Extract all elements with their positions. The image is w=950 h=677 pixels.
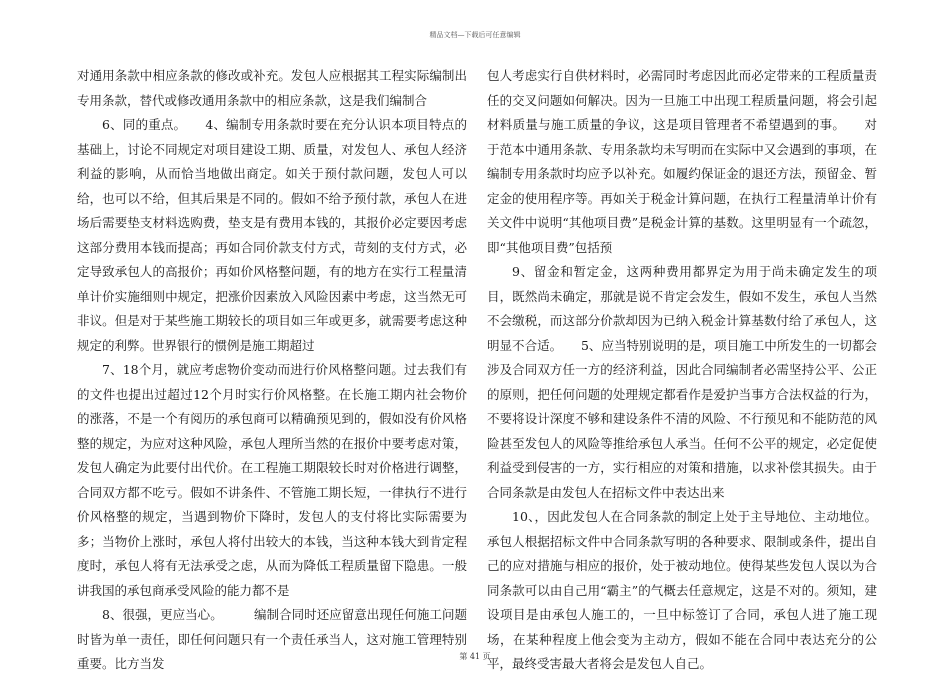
paragraph: 9、留金和暂定金，这两种费用都界定为用于尚未确定发生的项目，既然尚未确定，那就是说不肯定会发生，假如不发生，承包人当然不会缴税，而这部分价款却因为已纳入税金计算基数付给了承包人，这明显不合适。 5、应当特别说明的是，项目施工中所发生的一切都会涉及合同双方任一方的经济利益，因此合同编制者必需坚持公平、公正的原则，把任何问题的处理规定都看作是爱护当事方合法权益的行为，不要将设计深度不够和建设条件不清的风险、不行预见和不能防范的风险甚至发包人的风险等推给承包人承当。任何不公平的规定，必定促使利益受到侵害的一方，实行相应的对策和措施，以求补偿其损失。由于合同条款是由发包人在招标文件中表达出来 — [487, 264, 877, 500]
left-column — [77, 64, 467, 677]
page-number: 第 41 页 — [459, 652, 491, 661]
paragraph: 6、同的重点。 4、编制专用条款时要在充分认识本项目特点的基础上，讨论不同规定对项目建设工期、质量，对发包人、承包人经济利益的影响，从而恰当地做出商定。如关于预付款问题，发包人可以给，也可以不给，但其后果是不同的。假如不给予预付款，承包人在进场后需要垫支材料选购费，垫支是有费用本钱的，其报价必定要因考虑这部分费用本钱而提高；再如合同价款支付方式，苛刻的支付方式，必定导致承包人的高报价；再如价风格整问题，有的地方在实行工程量清单计价实施细则中规定，把涨价因素放入风险因素中考虑，这当然无可非议。但是对于某些施工期较长的项目如三年或更多，就需要考虑这种规定的利弊。世界银行的惯例是施工期超过 — [77, 117, 467, 353]
right-column — [487, 64, 877, 677]
paragraph: 8、很强，更应当心。 编制合同时还应留意出现任何施工问题时皆为单一责任，即任何问题只有一个责任承当人，这对施工管理特别重要。比方当发 — [77, 607, 467, 671]
paragraph: 对通用条款中相应条款的修改或补充。发包人应根据其工程实际编制出专用条款，替代或修改通用条款中的相应条款，这是我们编制合 — [77, 68, 467, 108]
paragraph: 7、18个月，就应考虑物价变动而进行价风格整问题。过去我们有的文件也提出过超过12个月时实行价风格整。在长施工期内社会物价的涨落，不是一个有阅历的承包商可以精确预见到的，假如没有价风格整的规定，为应对这种风险，承包人理所当然的在报价中要考虑对策，发包人确定为此要付出代价。在工程施工期限较长时对价格进行调整，合同双方都不吃亏。假如不讲条件、不管施工期长短，一律执行不进行价风格整的规定，当遇到物价下降时，发包人的支付将比实际需要为多；当物价上涨时，承包人将付出较大的本钱，当这种本钱大到肯定程度时，承包人将有无法承受之虑，从而为降低工程质量留下隐患。一般讲我国的承包商承受风险的能力都不是 — [77, 362, 467, 598]
paragraph: 包人考虑实行自供材料时，必需同时考虑因此而必定带来的工程质量责任的交叉问题如何解决。因为一旦施工中出现工程质量问题，将会引起材料质量与施工质量的争议，这是项目管理者不希望遇到的事。 对于范本中通用条款、专用条款均未写明而在实际中又会遇到的事项，在编制专用条款时均应予以补充。如履约保证金的退还方法，预留金、暂定金的使用程序等。再如关于税金计算问题，在执行工程量清单计价有关文件中说明“其他项目费”是税金计算的基数。这里明显有一个疏忽，即“其他项目费”包括预 — [487, 68, 877, 255]
paragraph: 10、，因此发包人在合同条款的制定上处于主导地位、主动地位。承包人根据招标文件中合同条款写明的各种要求、限制或条件，提出自己的应对措施与相应的报价，处于被动地位。使得某些发包人误以为合同条款可以由自己用“霸主”的气概去任意规定，这是不对的。须知，建设项目是由承包人施工的，一旦中标签订了合同，承包人进了施工现场，在某种程度上他会变为主动方，假如不能在合同中表达充分的公平，最终受害最大者将会是发包人自己。 — [487, 509, 877, 671]
page-header: 精品文档—下载后可任意编辑 — [429, 31, 521, 39]
